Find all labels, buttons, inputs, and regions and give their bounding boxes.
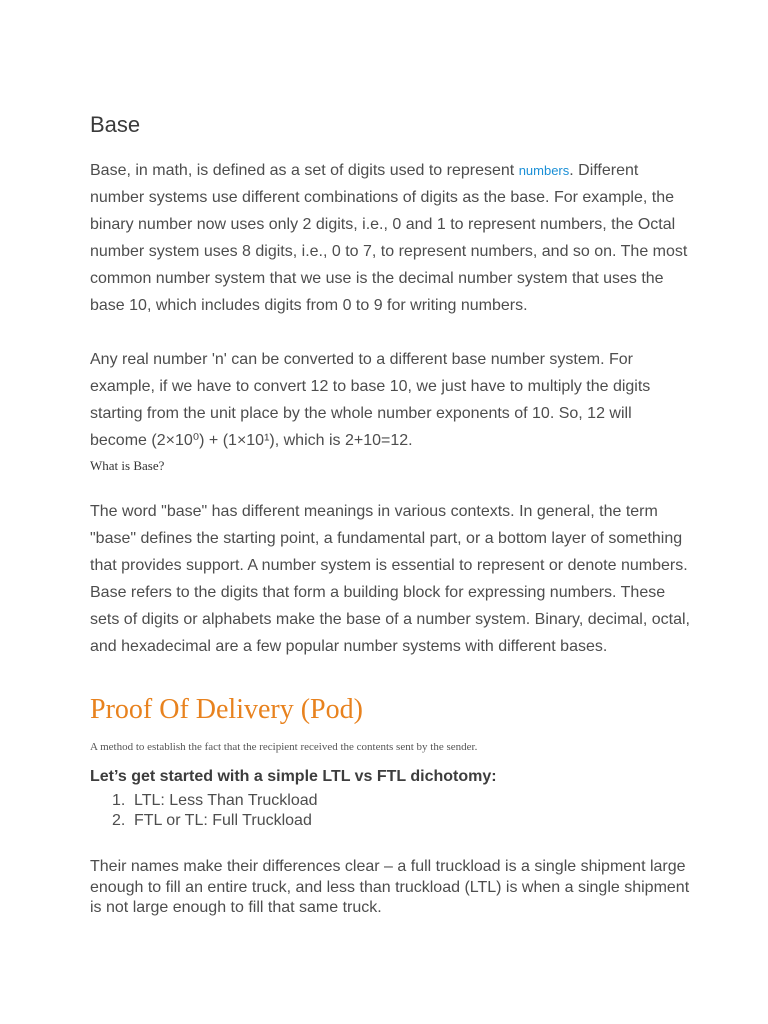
pod-description: A method to establish the fact that the recipient received the contents sent by the sender. <box>90 741 478 753</box>
base-paragraph-1-text: Base, in math, is defined as a set of digits used to represent <box>90 162 519 179</box>
truckload-paragraph: Their names make their differences clear – a full truckload is a single shipment large enough to fill an entire truck, and less than truckload (LTL) is when a single shipment is not large enough to fill that same truck. <box>90 858 690 916</box>
base-heading: Base <box>90 112 141 137</box>
what-is-base-heading: What is Base? <box>90 458 165 473</box>
ltl-ftl-subheading: Let’s get started with a simple LTL vs FTL dichotomy: <box>90 768 497 785</box>
what-is-base-paragraph: The word "base" has different meanings in various contexts. In general, the term "base" defines the starting point, a fundamental part, or a bottom layer of something that provides support. A number system is essential to represent or denote numbers. Base refers to the digits that form a building block for expressing numbers. These sets of digits or alphabets make the base of a number system. Binary, decimal, octal, and hexadecimal are a few popular number systems with different bases. <box>90 503 690 655</box>
base-paragraph-2: Any real number 'n' can be converted to a different base number system. For example, if we have to convert 12 to base 10, we just have to multiply the digits starting from the unit place by the whole number exponents of 10. So, 12 will become (2×10⁰) + (1×10¹), which is 2+10=12. <box>90 351 651 449</box>
pod-heading: Proof Of Delivery (Pod) <box>90 694 363 725</box>
list-item <box>90 811 318 831</box>
list-item-text: LTL: Less Than Truckload <box>134 792 318 809</box>
base-paragraph-1-text-cont: . Different number systems use different combinations of digits as the base. For example, the binary number now uses only 2 digits, i.e., 0 and 1 to represent numbers, the Octal number system uses 8 digits, i.e., 0 to 7, to represent numbers, and so on. The most common number system that we use is the decimal number system that uses the base 10, which includes digits from 0 to 9 for writing numbers. <box>90 162 688 314</box>
list-item-number: 2. <box>112 812 126 829</box>
base-paragraph-1 <box>90 157 690 319</box>
list-item <box>90 791 318 811</box>
list-item-text: FTL or TL: Full Truckload <box>134 812 312 829</box>
list-item-number: 1. <box>112 792 126 809</box>
ltl-ftl-list <box>90 791 318 831</box>
numbers-link[interactable]: numbers <box>518 163 570 178</box>
